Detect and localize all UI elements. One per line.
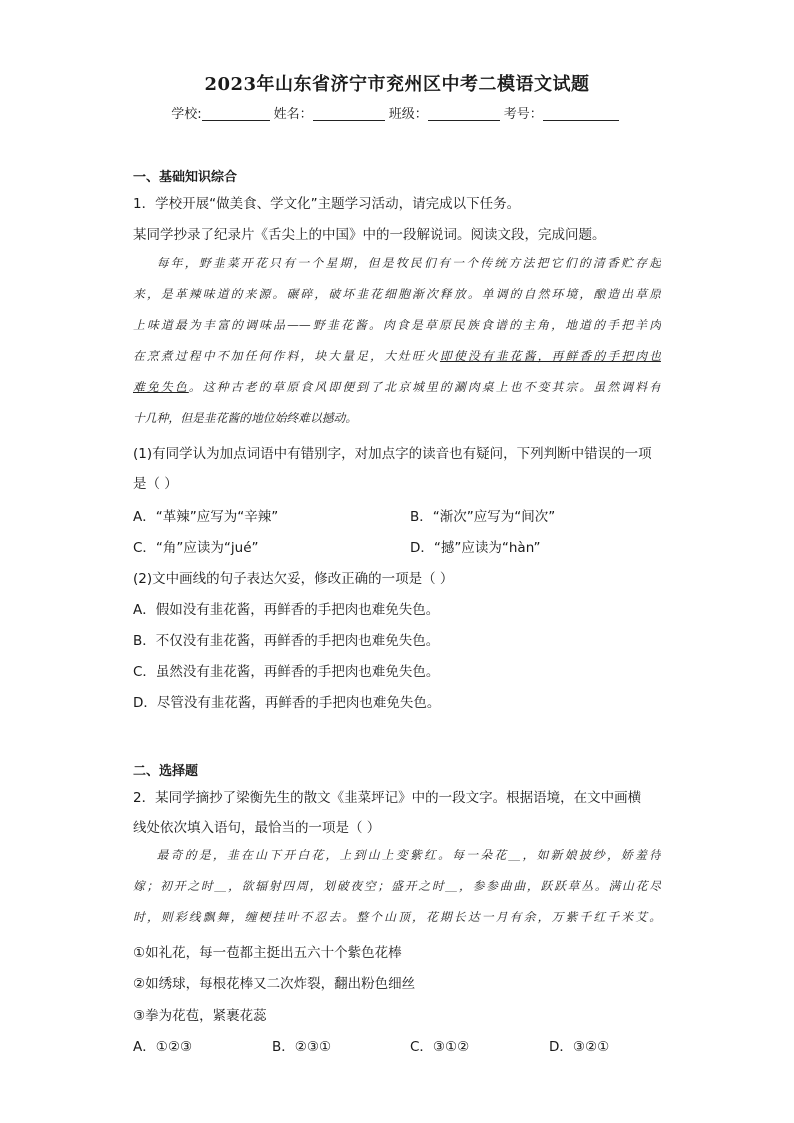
- name-label: 姓名：: [273, 107, 313, 122]
- option-a[interactable]: A．“革辣”应写为“辛辣”: [133, 509, 279, 525]
- class-label: 班级：: [388, 107, 428, 122]
- exam-no-blank: [543, 106, 619, 121]
- list-item: ①如礼花，每一苞都主挺出五六十个紫色花棒: [133, 945, 402, 961]
- underlined-sentence-end: 难免失色: [133, 380, 189, 394]
- class-blank: [428, 106, 500, 121]
- subquestion-stem-cont: 是（ ）: [133, 476, 178, 492]
- option-d[interactable]: D．尽管没有韭花酱，再鲜香的手把肉也难免失色。: [133, 695, 441, 711]
- school-blank: [202, 106, 270, 121]
- option-d[interactable]: D．③②①: [549, 1039, 610, 1055]
- option-c[interactable]: C．虽然没有韭花酱，再鲜香的手把肉也难免失色。: [133, 664, 440, 680]
- passage-line: 上味道最为丰富的调味品——野韭花酱。肉食是草原民族食谱的主角，地道的手把羊肉: [133, 318, 661, 332]
- passage-line: [133, 372, 661, 403]
- question-stem: 2．某同学摘抄了梁衡先生的散文《韭菜坪记》中的一段文字。根据语境，在文中画横: [133, 790, 642, 806]
- question-stem: 1．学校开展“做美食、学文化”主题学习活动，请完成以下任务。: [133, 196, 521, 212]
- passage-line: 时，则彩线飘舞，缠梗挂叶不忍去。整个山顶，花期长达一月有余，万紫千红千米艾。: [133, 910, 661, 924]
- student-info-line: [0, 103, 794, 122]
- passage-line: 来，是革辣味道的来源。碾碎，破坏韭花细胞渐次释放。单调的自然环境，酿造出草原: [133, 287, 661, 301]
- option-a[interactable]: A．①②③: [133, 1039, 193, 1055]
- name-blank: [313, 106, 385, 121]
- option-d[interactable]: D．“撼”应读为“hàn”: [410, 540, 541, 556]
- question-intro: 某同学抄录了纪录片《舌尖上的中国》中的一段解说词。阅读文段，完成问题。: [133, 227, 606, 243]
- passage-line: 最奇的是，韭在山下开白花，上到山上变紫红。每一朵花＿，如新娘披纱，娇羞待: [156, 848, 661, 862]
- passage-line: 嫁；初开之时＿，欲辐射四周，划破夜空；盛开之时＿，参参曲曲，跃跃草丛。满山花尽: [133, 879, 661, 893]
- option-a[interactable]: A．假如没有韭花酱，再鲜香的手把肉也难免失色。: [133, 602, 440, 618]
- subquestion-stem: (1)有同学认为加点词语中有错别字，对加点字的读音也有疑问，下列判断中错误的一项: [133, 446, 652, 462]
- option-b[interactable]: B．“渐次”应写为“间次”: [410, 509, 556, 525]
- passage-line: [133, 341, 661, 372]
- page-title: 2023年山东省济宁市兖州区中考二模语文试题: [204, 74, 590, 95]
- section-heading: 一、基础知识综合: [133, 170, 238, 185]
- option-c[interactable]: C．“角”应读为“jué”: [133, 540, 259, 556]
- passage-text: 在烹煮过程中不加任何作料，块大量足，大灶旺火: [133, 349, 440, 363]
- reading-passage: [133, 840, 661, 933]
- list-item: ②如绣球，每根花棒又二次炸裂，翻出粉色细丝: [133, 976, 416, 992]
- passage-line: 十几种，但是韭花酱的地位始终难以撼动。: [133, 411, 358, 425]
- passage-line: 每年，野韭菜开花只有一个星期，但是牧民们有一个传统方法把它们的清香贮存起: [156, 256, 661, 270]
- exam-no-label: 考号：: [503, 107, 543, 122]
- option-b[interactable]: B．不仅没有韭花酱，再鲜香的手把肉也难免失色。: [133, 633, 440, 649]
- option-c[interactable]: C．③①②: [410, 1039, 470, 1055]
- underlined-sentence: 即使没有韭花酱，再鲜香的手把肉也: [439, 349, 661, 363]
- reading-passage: [133, 248, 661, 434]
- passage-text: 。这种古老的草原食风即便到了北京城里的涮肉桌上也不变其宗。虽然调料有: [188, 380, 661, 394]
- list-item: ③拳为花苞，紧裹花蕊: [133, 1008, 267, 1024]
- option-b[interactable]: B．②③①: [272, 1039, 332, 1055]
- section-heading: 二、选择题: [133, 764, 199, 779]
- school-label: 学校:: [171, 107, 202, 122]
- question-stem-cont: 线处依次填入语句，最恰当的一项是（ ）: [133, 820, 381, 836]
- subquestion-stem: (2)文中画线的句子表达欠妥，修改正确的一项是（ ）: [133, 571, 454, 587]
